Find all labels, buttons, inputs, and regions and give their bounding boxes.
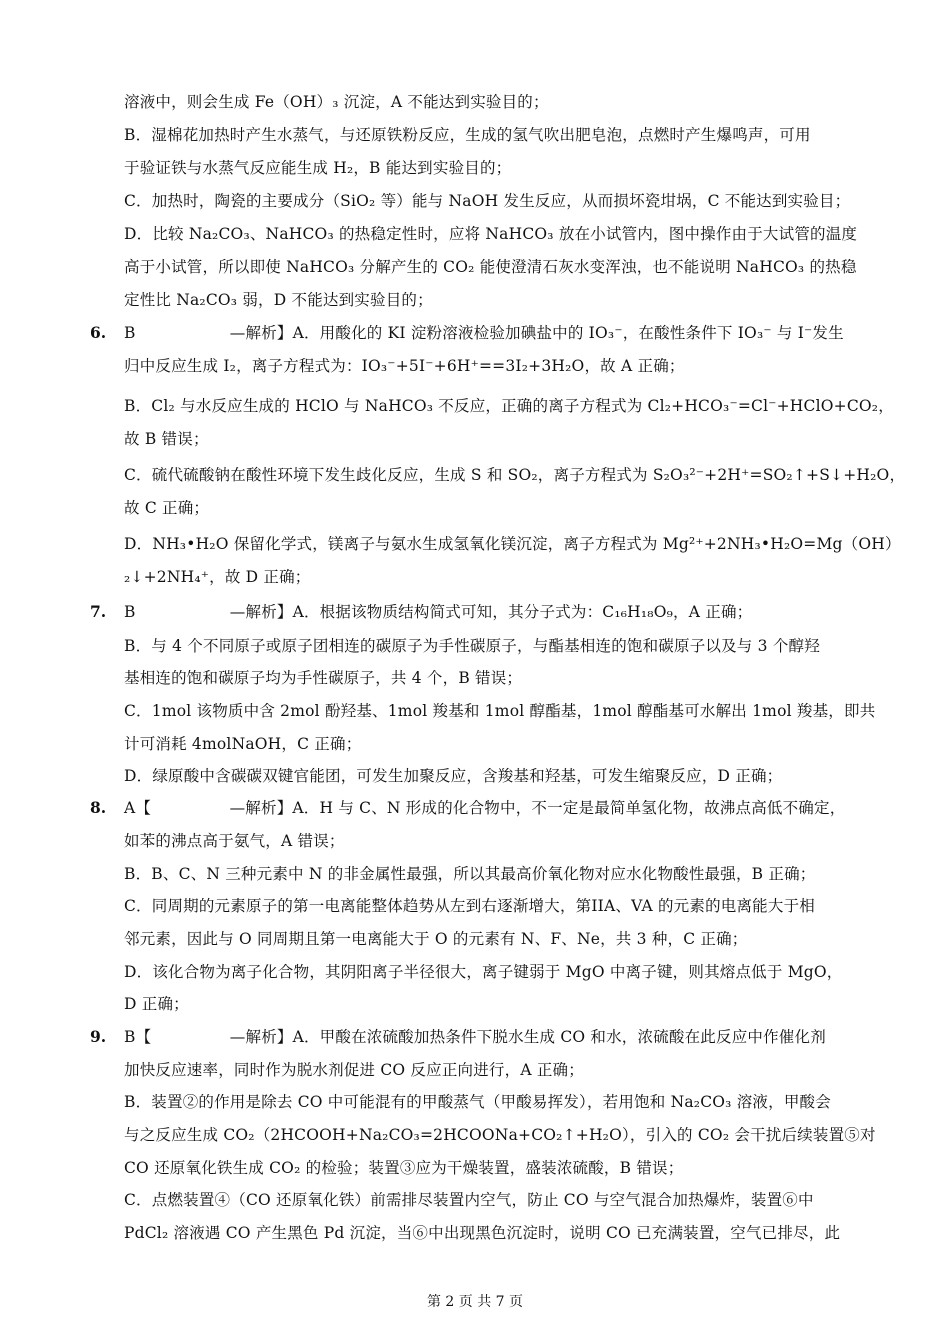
text-line: C．加热时，陶瓷的主要成分（SiO₂ 等）能与 NaOH 发生反应，从而损坏瓷坩埚，C 不能达到实验目； — [124, 192, 851, 210]
text-line: 归中反应生成 I₂，离子方程式为：IO₃⁻+5I⁻+6H⁺==3I₂+3H₂O，故 A 正确； — [124, 357, 685, 375]
text-line: B．湿棉花加热时产生水蒸气，与还原铁粉反应，生成的氢气吹出肥皂泡，点燃时产生爆鸣声，可用 — [124, 126, 811, 144]
text-line: 故 B 错误； — [124, 430, 209, 448]
text-line: B【 —解析】A．甲酸在浓硫酸加热条件下脱水生成 CO 和水，浓硫酸在此反应中作催化剂 — [124, 1028, 826, 1046]
text-line: B．B、C、N 三种元素中 N 的非金属性最强，所以其最高价氧化物对应水化物酸性最强，B 正确； — [124, 865, 816, 883]
text-line: 如苯的沸点高于氨气，A 错误； — [124, 832, 345, 850]
text-line: PdCl₂ 溶液遇 CO 产生黑色 Pd 沉淀，当⑥中出现黑色沉淀时，说明 CO 已充满装置，空气已排尽，此 — [124, 1224, 841, 1242]
text-line: ₂↓+2NH₄⁺，故 D 正确； — [124, 568, 311, 586]
text-line: D．比较 Na₂CO₃、NaHCO₃ 的热稳定性时，应将 NaHCO₃ 放在小试管内，图中操作由于大试管的温度 — [124, 225, 858, 243]
text-line: D．该化合物为离子化合物，其阴阳离子半径很大，离子键弱于 MgO 中离子键，则其熔点低于 MgO， — [124, 963, 843, 981]
text-line: C．1mol 该物质中含 2mol 酚羟基、1mol 羧基和 1mol 醇酯基，1mol 醇酯基可水解出 1mol 羧基，即共 — [124, 702, 876, 720]
text-line: 于验证铁与水蒸气反应能生成 H₂，B 能达到实验目的； — [124, 159, 512, 177]
text-line: D．绿原酸中含碳碳双键官能团，可发生加聚反应，含羧基和羟基，可发生缩聚反应，D 正确； — [124, 767, 783, 785]
text-line: C．同周期的元素原子的第一电离能整体趋势从左到右逐渐增大，第IIA、VA 的元素的电离能大于相 — [124, 897, 815, 915]
page-footer: 第 2 页 共 7 页 — [426, 1294, 524, 1310]
question-number-6: 6. — [90, 323, 107, 342]
question-number-8: 8. — [90, 798, 107, 817]
text-line: 邻元素，因此与 O 同周期且第一电离能大于 O 的元素有 N、F、Ne，共 3 种，C 正确； — [124, 930, 748, 948]
text-line: B．Cl₂ 与水反应生成的 HClO 与 NaHCO₃ 不反应，正确的离子方程式为 Cl₂+HCO₃⁻=Cl⁻+HClO+CO₂， — [124, 397, 894, 415]
text-line: 计可消耗 4molNaOH，C 正确； — [124, 735, 362, 753]
text-line: 与之反应生成 CO₂（2HCOOH+Na₂CO₃=2HCOONa+CO₂↑+H₂O），引入的 CO₂ 会干扰后续装置⑤对 — [124, 1126, 876, 1144]
text-line: 基相连的饱和碳原子均为手性碳原子，共 4 个，B 错误； — [124, 669, 523, 687]
text-line: A【 —解析】A．H 与 C、N 形成的化合物中，不一定是最简单氢化物，故沸点高低不确定， — [124, 799, 846, 817]
text-line: B．装置②的作用是除去 CO 中可能混有的甲酸蒸气（甲酸易挥发），若用饱和 Na₂CO₃ 溶液，甲酸会 — [124, 1093, 831, 1111]
text-line: 加快反应速率，同时作为脱水剂促进 CO 反应正向进行，A 正确； — [124, 1061, 584, 1079]
text-line: B —解析】A．根据该物质结构简式可知，其分子式为：C₁₆H₁₈O₉，A 正确； — [124, 603, 753, 621]
question-number-9: 9. — [90, 1027, 107, 1046]
text-line: C．点燃装置④（CO 还原氧化铁）前需排尽装置内空气，防止 CO 与空气混合加热爆炸，装置⑥中 — [124, 1191, 814, 1209]
question-number-7: 7. — [90, 602, 107, 621]
text-line: 故 C 正确； — [124, 499, 210, 517]
text-line: D．NH₃•H₂O 保留化学式，镁离子与氨水生成氢氧化镁沉淀，离子方程式为 Mg²⁺+2NH₃•H₂O=Mg（OH） — [124, 535, 901, 553]
text-line: C．硫代硫酸钠在酸性环境下发生歧化反应，生成 S 和 SO₂，离子方程式为 S₂O₃²⁻+2H⁺=SO₂↑+S↓+H₂O， — [124, 466, 906, 484]
text-line: 高于小试管，所以即使 NaHCO₃ 分解产生的 CO₂ 能使澄清石灰水变浑浊，也不能说明 NaHCO₃ 的热稳 — [124, 258, 857, 276]
text-line: 定性比 Na₂CO₃ 弱，D 不能达到实验目的； — [124, 291, 433, 309]
text-line: CO 还原氧化铁生成 CO₂ 的检验；装置③应为干燥装置，盛装浓硫酸，B 错误； — [124, 1159, 684, 1177]
text-line: D 正确； — [124, 995, 189, 1013]
text-line: 溶液中，则会生成 Fe（OH）₃ 沉淀，A 不能达到实验目的； — [124, 93, 549, 111]
text-line: B —解析】A．用酸化的 KI 淀粉溶液检验加碘盐中的 IO₃⁻，在酸性条件下 IO₃⁻ 与 I⁻发生 — [124, 324, 844, 342]
text-line: B．与 4 个不同原子或原子团相连的碳原子为手性碳原子，与酯基相连的饱和碳原子以及与 3 个醇羟 — [124, 637, 820, 655]
